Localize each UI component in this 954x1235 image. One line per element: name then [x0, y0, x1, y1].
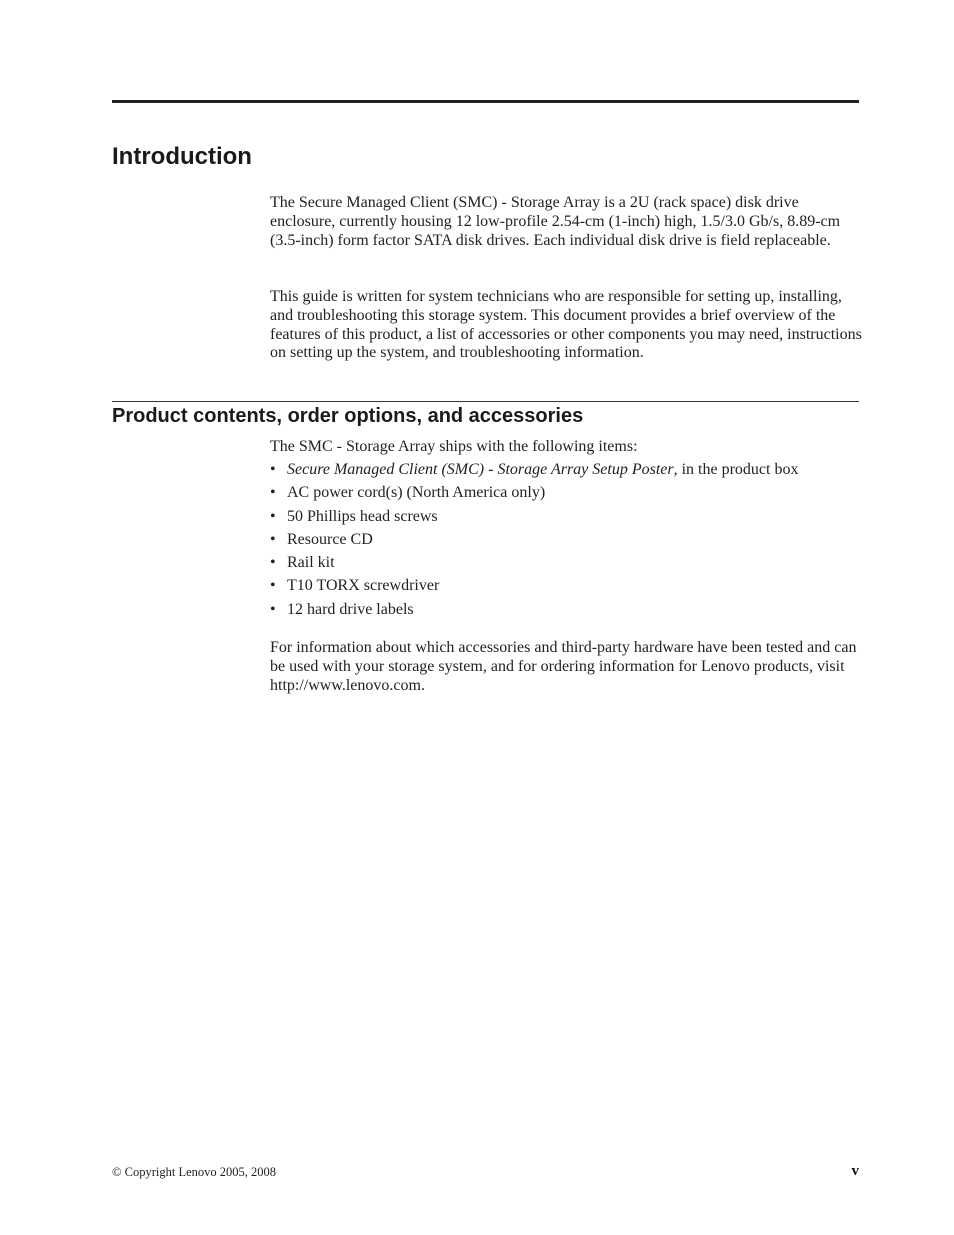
- bullet: •: [270, 530, 276, 548]
- setup-poster-title: Secure Managed Client (SMC) - Storage Array Setup Poster: [287, 461, 674, 478]
- bullet: •: [270, 577, 276, 595]
- list-item: [270, 484, 862, 507]
- list-item: [270, 601, 862, 624]
- product-contents-heading: Product contents, order options, and accessories: [112, 405, 584, 427]
- list-item: [270, 508, 862, 531]
- list-item: [270, 461, 862, 484]
- page-number: v: [851, 1163, 859, 1179]
- intro-paragraph-2: This guide is written for system technicians who are responsible for setting up, installing, and troubleshooting this storage system. This document provides a brief overview of the features of this product, a list of accessories or other components you may need, instructions on setting up the system, and troubleshooting information.: [270, 288, 862, 362]
- contents-list: [270, 461, 862, 624]
- list-item: [270, 531, 862, 554]
- copyright-footer: © Copyright Lenovo 2005, 2008: [112, 1165, 277, 1179]
- bullet: •: [270, 600, 276, 618]
- introduction-heading: Introduction: [112, 143, 252, 170]
- closing-paragraph: For information about which accessories and third-party hardware have been tested and can be used with your storage system, and for ordering information for Lenovo products, visit http://www.lenovo.com.: [270, 639, 857, 694]
- list-item-text: 12 hard drive labels: [287, 600, 414, 618]
- list-item-text: AC power cord(s) (North America only): [287, 484, 546, 502]
- list-item-text: Rail kit: [287, 554, 335, 572]
- bullet: •: [270, 554, 276, 572]
- intro-paragraph-1: The Secure Managed Client (SMC) - Storage Array is a 2U (rack space) disk drive enclosure, currently housing 12 low-profile 2.54-cm (1-inch) high, 1.5/3.0 Gb/s, 8.89-cm (3.5-inch) form factor SATA disk drives. Each individual disk drive is field replaceable.: [270, 194, 841, 249]
- list-item-text: 50 Phillips head screws: [287, 507, 438, 525]
- poster-suffix: , in the product box: [673, 461, 799, 478]
- list-item: [270, 554, 862, 577]
- list-item-text: T10 TORX screwdriver: [287, 577, 440, 595]
- list-item-text: Resource CD: [287, 530, 373, 548]
- contents-lead: The SMC - Storage Array ships with the following items:: [270, 438, 638, 455]
- list-item: [270, 577, 862, 600]
- bullet: •: [270, 484, 276, 502]
- bullet: •: [270, 461, 276, 478]
- bullet: •: [270, 507, 276, 525]
- top-rule: [112, 100, 859, 103]
